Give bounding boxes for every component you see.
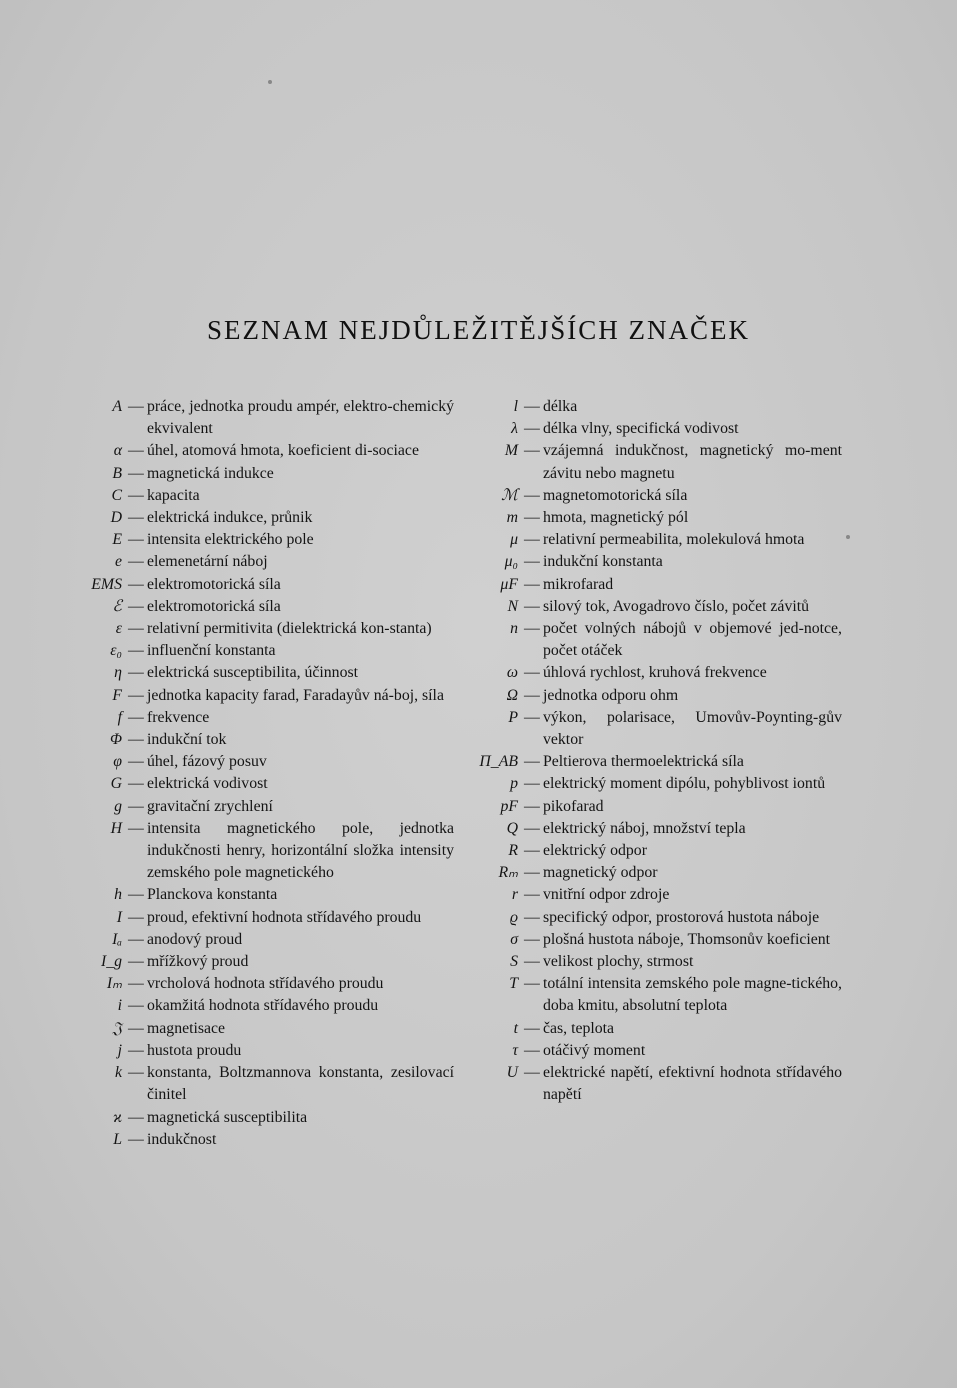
separator-dash: — — [524, 597, 540, 615]
symbol-description: konstanta, Boltzmannova konstanta, zesilovací činitel — [147, 1064, 454, 1104]
symbol: ε₀ — [110, 642, 122, 660]
symbol: D — [110, 509, 122, 527]
separator-dash: — — [128, 398, 144, 415]
symbol-description: mřížkový proud — [147, 953, 249, 971]
symbol-description: magnetická susceptibilita — [147, 1108, 308, 1126]
symbol-entry — [64, 485, 454, 507]
separator-dash: — — [128, 1019, 144, 1037]
symbol: η — [114, 664, 122, 682]
symbol-description: totální intensita zemského pole magne-tického, doba kmitu, absolutní teplota — [543, 975, 842, 1015]
symbol: EMS — [91, 575, 122, 593]
separator-dash: — — [128, 575, 144, 593]
separator-dash: — — [128, 664, 144, 682]
symbol-description: elektrický náboj, množství tepla — [543, 819, 746, 837]
symbol-entry — [462, 574, 842, 596]
symbol: N — [507, 597, 518, 615]
symbol-description: elektrický odpor — [543, 842, 647, 860]
symbol-entry — [64, 396, 454, 440]
separator-dash: — — [524, 686, 540, 704]
symbol-entry — [64, 463, 454, 485]
symbol-description: silový tok, Avogadrovo číslo, počet závitů — [543, 597, 810, 615]
symbol-description: gravitační zrychlení — [147, 797, 273, 815]
symbol: U — [506, 1064, 518, 1082]
symbol-description: elektrická susceptibilita, účinnost — [147, 664, 359, 682]
symbol-entry — [64, 884, 454, 906]
separator-dash: — — [524, 398, 540, 415]
separator-dash: — — [128, 819, 144, 837]
separator-dash: — — [128, 1130, 144, 1148]
symbol-entry — [64, 751, 454, 773]
symbol-description: hustota proudu — [147, 1041, 242, 1059]
symbol-description: specifický odpor, prostorová hustota náboje — [543, 908, 820, 926]
symbol-entry — [64, 973, 454, 995]
symbol-description: vnitřní odpor zdroje — [543, 886, 670, 904]
symbol: Q — [506, 819, 518, 837]
symbol: α — [113, 442, 122, 460]
symbol-description: influenční konstanta — [147, 642, 276, 660]
symbol-description: jednotka odporu ohm — [543, 686, 679, 704]
separator-dash: — — [128, 464, 144, 482]
separator-dash: — — [524, 442, 540, 460]
symbol-entry — [462, 929, 842, 951]
symbol-entry — [462, 884, 842, 906]
symbol-description: magnetomotorická síla — [543, 486, 688, 504]
separator-dash: — — [128, 775, 144, 793]
symbol-description: anodový proud — [147, 930, 243, 948]
symbol-entry — [64, 618, 454, 640]
separator-dash: — — [128, 797, 144, 815]
separator-dash: — — [524, 1064, 540, 1082]
separator-dash: — — [128, 531, 144, 549]
symbol: n — [510, 620, 518, 638]
symbol-description: počet volných nábojů v objemové jed-notce, počet otáček — [543, 620, 842, 660]
separator-dash: — — [524, 753, 540, 771]
symbol-description: úhel, fázový posuv — [147, 753, 267, 771]
symbol-description: elektrické napětí, efektivní hodnota střídavého napětí — [543, 1064, 842, 1104]
symbol-description: vzájemná indukčnost, magnetický mo-ment závitu nebo magnetu — [543, 442, 842, 482]
symbol-entry — [462, 685, 842, 707]
symbol-entry — [64, 551, 454, 573]
symbol: μ — [510, 531, 518, 549]
symbol: e — [114, 553, 122, 571]
symbol: T — [509, 975, 518, 993]
symbol-description: elektromotorická síla — [147, 575, 281, 593]
separator-dash: — — [524, 420, 540, 438]
symbol-entry — [462, 773, 842, 795]
symbol-entry — [64, 529, 454, 551]
symbol-entry — [462, 1062, 842, 1106]
symbol-entry — [462, 862, 842, 884]
symbol-entry — [64, 729, 454, 751]
separator-dash: — — [128, 1108, 144, 1126]
symbol: P — [508, 708, 518, 726]
symbol-description: relativní permitivita (dielektrická kon-stanta) — [147, 620, 432, 638]
symbol-description: elektrický moment dipólu, pohyblivost iontů — [543, 775, 826, 793]
symbol: τ — [512, 1041, 518, 1059]
symbol-entry — [462, 440, 842, 484]
symbol-description: relativní permeabilita, molekulová hmota — [543, 531, 805, 549]
symbol-entry — [64, 640, 454, 662]
symbol-entry — [462, 418, 842, 440]
symbol-description: elektromotorická síla — [147, 597, 281, 615]
page-title: SEZNAM NEJDŮLEŽITĚJŠÍCH ZNAČEK — [207, 315, 750, 345]
symbol-entry — [64, 995, 454, 1017]
separator-dash: — — [524, 908, 540, 926]
separator-dash: — — [128, 642, 144, 660]
symbol: F — [112, 686, 122, 704]
symbol: pF — [500, 797, 518, 815]
symbol: j — [117, 1041, 122, 1059]
symbol-entry — [462, 707, 842, 751]
symbol: h — [114, 886, 122, 904]
symbol-description: pikofarad — [543, 797, 604, 815]
symbol-description: indukční konstanta — [543, 553, 663, 571]
symbol: S — [510, 953, 518, 971]
separator-dash: — — [128, 930, 144, 948]
separator-dash: — — [524, 797, 540, 815]
separator-dash: — — [524, 775, 540, 793]
symbol-entry — [462, 796, 842, 818]
symbol-description: frekvence — [147, 708, 210, 726]
separator-dash: — — [524, 886, 540, 904]
symbol: A — [112, 398, 122, 415]
symbol-description: elektrická indukce, průnik — [147, 509, 313, 527]
symbol: φ — [113, 753, 122, 771]
symbol-list-left — [64, 396, 454, 1151]
symbol-entry — [64, 951, 454, 973]
separator-dash: — — [128, 886, 144, 904]
separator-dash: — — [524, 531, 540, 549]
separator-dash: — — [128, 1064, 144, 1082]
symbol: m — [506, 509, 518, 527]
symbol-entry — [462, 396, 842, 418]
symbol: μF — [500, 575, 518, 593]
symbol-description: Planckova konstanta — [147, 886, 278, 904]
symbol-description: magnetisace — [147, 1019, 226, 1037]
separator-dash: — — [128, 997, 144, 1015]
symbol: ϱ — [509, 908, 518, 926]
symbol: Φ — [109, 731, 122, 749]
symbol: Iₘ — [106, 975, 122, 993]
symbol-description: okamžitá hodnota střídavého proudu — [147, 997, 379, 1015]
separator-dash: — — [524, 708, 540, 726]
symbol: p — [510, 775, 518, 793]
separator-dash: — — [524, 620, 540, 638]
symbol-description: intensita magnetického pole, jednotka indukčnosti henry, horizontální složka intensity zemského pole magnetického — [147, 819, 454, 882]
separator-dash: — — [128, 553, 144, 571]
symbol-entry — [64, 796, 454, 818]
symbol: t — [513, 1019, 518, 1037]
symbol: Rₘ — [498, 864, 518, 882]
symbol: I — [116, 908, 122, 926]
symbol-description: kapacita — [147, 486, 200, 504]
separator-dash: — — [524, 1041, 540, 1059]
separator-dash: — — [128, 1041, 144, 1059]
symbol: E — [112, 531, 122, 549]
symbol: i — [117, 997, 122, 1015]
symbol: C — [111, 486, 122, 504]
symbol-description: úhlová rychlost, kruhová frekvence — [543, 664, 767, 682]
symbol: B — [112, 464, 122, 482]
symbol-entry — [462, 1018, 842, 1040]
symbol-entry — [462, 1040, 842, 1062]
symbol-entry — [64, 1129, 454, 1151]
separator-dash: — — [128, 908, 144, 926]
separator-dash: — — [128, 442, 144, 460]
separator-dash: — — [524, 1019, 540, 1037]
symbol-description: jednotka kapacity farad, Faradayův ná-boj, síla — [147, 686, 444, 704]
symbol-description: indukční tok — [147, 731, 227, 749]
symbol: k — [114, 1064, 122, 1082]
separator-dash: — — [524, 842, 540, 860]
symbol: Ω — [506, 686, 518, 704]
symbol-entry — [64, 707, 454, 729]
symbol: M — [504, 442, 518, 460]
symbol-description: plošná hustota náboje, Thomsonův koeficient — [543, 930, 831, 948]
separator-dash: — — [524, 509, 540, 527]
symbol: R — [508, 842, 518, 860]
print-speck — [846, 535, 850, 539]
symbol-description: délka vlny, specifická vodivost — [543, 420, 739, 438]
symbol-entry — [462, 907, 842, 929]
symbol-entry — [462, 818, 842, 840]
separator-dash: — — [524, 975, 540, 993]
symbol-entry — [462, 485, 842, 507]
symbol: ε — [115, 620, 122, 638]
separator-dash: — — [524, 864, 540, 882]
symbol-description: otáčivý moment — [543, 1041, 646, 1059]
symbol: ℰ — [112, 597, 122, 615]
separator-dash: — — [128, 620, 144, 638]
symbol-entry — [462, 951, 842, 973]
symbol-description: magnetická indukce — [147, 464, 274, 482]
separator-dash: — — [128, 509, 144, 527]
symbol: ω — [506, 664, 518, 682]
symbol-description: elektrická vodivost — [147, 775, 268, 793]
separator-dash: — — [524, 819, 540, 837]
symbol: 𝔍 — [112, 1019, 122, 1037]
symbol-entry — [462, 529, 842, 551]
symbol-entry — [64, 574, 454, 596]
symbol-entry — [64, 818, 454, 885]
symbol: f — [117, 708, 122, 726]
symbol-description: proud, efektivní hodnota střídavého proudu — [147, 908, 422, 926]
symbol-entry — [64, 1018, 454, 1040]
symbol: ϰ — [113, 1108, 122, 1126]
separator-dash: — — [128, 731, 144, 749]
separator-dash: — — [524, 664, 540, 682]
symbol-entry — [462, 751, 842, 773]
symbol-entry — [64, 907, 454, 929]
separator-dash: — — [524, 953, 540, 971]
symbol-entry — [64, 685, 454, 707]
separator-dash: — — [524, 575, 540, 593]
symbol: l — [513, 398, 518, 415]
symbol-entry — [64, 662, 454, 684]
symbol-entry — [64, 773, 454, 795]
symbol-description: elemenetární náboj — [147, 553, 268, 571]
symbol: Iₐ — [112, 930, 122, 948]
symbol-description: úhel, atomová hmota, koeficient di-sociace — [147, 442, 419, 460]
separator-dash: — — [128, 708, 144, 726]
separator-dash: — — [128, 686, 144, 704]
symbol-entry — [64, 1107, 454, 1129]
separator-dash: — — [524, 486, 540, 504]
separator-dash: — — [128, 953, 144, 971]
separator-dash: — — [128, 486, 144, 504]
symbol-entry — [462, 618, 842, 662]
symbol-entry — [64, 440, 454, 462]
symbol-list-right — [462, 396, 842, 1107]
symbol-description: vrcholová hodnota střídavého proudu — [147, 975, 384, 993]
separator-dash: — — [128, 975, 144, 993]
symbol: r — [511, 886, 518, 904]
symbol: G — [110, 775, 122, 793]
symbol-description: velikost plochy, strmost — [543, 953, 694, 971]
symbol-description: indukčnost — [147, 1130, 217, 1148]
symbol: L — [113, 1130, 122, 1148]
symbol-description: intensita elektrického pole — [147, 531, 314, 549]
symbol-entry — [64, 1062, 454, 1106]
separator-dash: — — [524, 930, 540, 948]
symbol-entry — [462, 507, 842, 529]
symbol-entry — [64, 596, 454, 618]
symbol-entry — [64, 929, 454, 951]
symbol-description: délka — [543, 398, 578, 415]
symbol: λ — [511, 420, 518, 438]
symbol-description: práce, jednotka proudu ampér, elektro-chemický ekvivalent — [147, 398, 454, 438]
symbol: Π_AB — [479, 753, 518, 771]
symbol: I_g — [100, 953, 122, 971]
symbol-description: magnetický odpor — [543, 864, 658, 882]
symbol-description: mikrofarad — [543, 575, 614, 593]
symbol-description: hmota, magnetický pól — [543, 509, 689, 527]
print-speck — [268, 80, 272, 84]
symbol-description: čas, teplota — [543, 1019, 615, 1037]
symbol: ℳ — [501, 486, 518, 504]
symbol-description: Peltierova thermoelektrická síla — [543, 753, 744, 771]
symbol-entry — [462, 551, 842, 573]
symbol: μ₀ — [504, 553, 518, 571]
symbol-entry — [64, 507, 454, 529]
symbol-entry — [462, 973, 842, 1017]
symbol-description: výkon, polarisace, Umovův-Poynting-gův vektor — [543, 708, 842, 749]
symbol-entry — [462, 596, 842, 618]
symbol: g — [114, 797, 122, 815]
symbol: H — [110, 819, 122, 837]
separator-dash: — — [128, 753, 144, 771]
symbol: σ — [510, 930, 518, 948]
symbol-entry — [462, 662, 842, 684]
separator-dash: — — [128, 597, 144, 615]
symbol-entry — [64, 1040, 454, 1062]
symbol-entry — [462, 840, 842, 862]
separator-dash: — — [524, 553, 540, 571]
